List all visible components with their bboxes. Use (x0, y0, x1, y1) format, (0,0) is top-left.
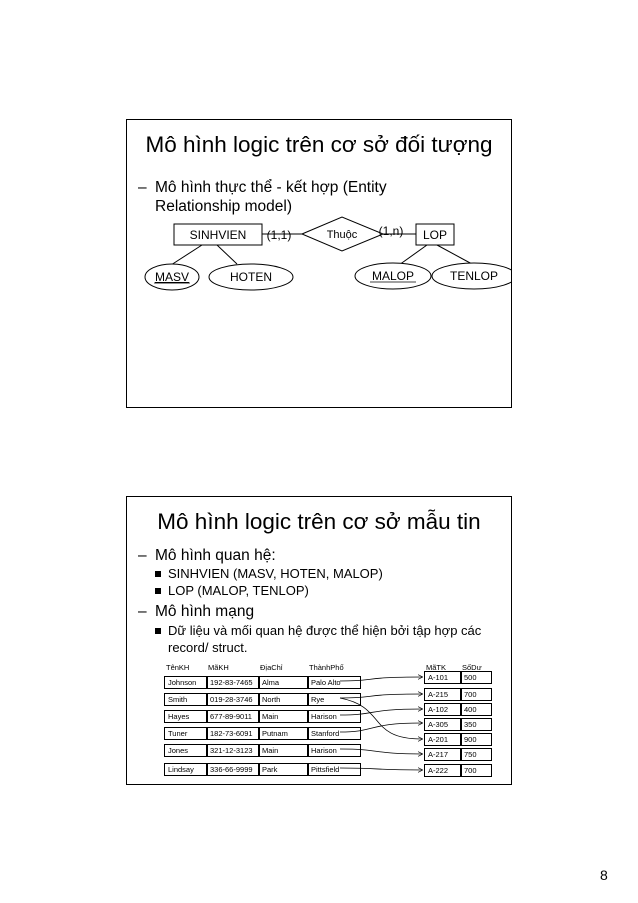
customer-cell-text: Smith (168, 695, 188, 704)
account-cell-text: A-201 (428, 735, 449, 744)
customer-cell (307, 710, 361, 723)
er-line-hoten (217, 245, 237, 264)
account-cell (460, 671, 492, 684)
account-cell-text: A-102 (428, 705, 449, 714)
customer-cell (164, 710, 208, 723)
account-cell (460, 748, 492, 761)
bullet-network: Mô hình mạng (155, 603, 255, 620)
customer-cell (206, 744, 260, 757)
customer-cell-text: Alma (262, 678, 280, 687)
account-cell-text: 750 (464, 750, 477, 759)
customer-cell (206, 676, 260, 689)
customer-cell-text: 019-28-3746 (210, 695, 253, 704)
bullet-dash: – (138, 603, 147, 620)
account-column-header: MãTK (426, 663, 447, 672)
customer-cell-text: Pittsfield (311, 765, 340, 774)
account-cell (460, 718, 492, 731)
customer-cell-text: 677-89-9011 (210, 712, 252, 721)
account-cell-text: 700 (464, 766, 477, 775)
customer-column-header: ĐịaChỉ (260, 663, 283, 672)
customer-column-header: MãKH (208, 663, 229, 672)
customer-cell (258, 693, 309, 706)
account-cell-text: 400 (464, 705, 477, 714)
customer-cell (258, 727, 309, 740)
customer-cell-text: Stanford (311, 729, 340, 738)
account-column-header: SốDư (462, 663, 482, 672)
account-cell (424, 688, 462, 701)
customer-cell (307, 693, 361, 706)
sub-bullet-text: LOP (MALOP, TENLOP) (168, 583, 309, 598)
sub-bullet-text-line1: Dữ liệu và mối quan hệ được thể hiện bởi tập hợp các (168, 623, 482, 638)
sub-bullet-lop (168, 583, 309, 599)
account-cell-text: A-101 (428, 673, 449, 682)
account-cell-text: 350 (464, 720, 477, 729)
customer-cell (307, 676, 361, 689)
customer-cell-text: 182-73-6091 (210, 729, 253, 738)
customer-cell-text: Rye (311, 695, 325, 704)
customer-cell-text: Putnam (262, 729, 288, 738)
account-cell-text: A-217 (428, 750, 449, 759)
relationship-label: Thuộc (326, 229, 358, 241)
sub-bullet-network-desc (168, 623, 481, 639)
sub-bullet-text-line2: record/ struct. (168, 640, 248, 655)
customer-cell (164, 693, 208, 706)
bullet-relational: Mô hình quan hệ: (155, 547, 276, 564)
bullet-dash: – (138, 547, 147, 564)
account-cell-text: 700 (464, 690, 477, 699)
customer-cell-text: Harison (311, 746, 337, 755)
customer-cell (206, 710, 260, 723)
entity-sinhvien-label: SINHVIEN (189, 228, 247, 242)
customer-cell (307, 763, 361, 776)
account-cell (424, 718, 462, 731)
account-cell (424, 671, 462, 684)
customer-cell (206, 727, 260, 740)
account-cell (424, 703, 462, 716)
slide-object-model (126, 119, 512, 408)
attr-malop-label: MALOP (371, 269, 415, 283)
account-cell (460, 764, 492, 777)
customer-cell-text: Hayes (168, 712, 190, 721)
account-cell (424, 764, 462, 777)
account-cell (424, 748, 462, 761)
account-cell (424, 733, 462, 746)
customer-cell (307, 727, 361, 740)
customer-column-header: TênKH (166, 663, 190, 672)
account-cell-text: A-222 (428, 766, 449, 775)
customer-cell-text: Harison (311, 712, 337, 721)
customer-cell (164, 744, 208, 757)
page-number: 8 (600, 867, 608, 883)
sub-bullet-network-desc-cont (168, 640, 247, 656)
customer-cell-text: 192-83-7465 (210, 678, 253, 687)
er-diagram (127, 120, 511, 407)
slide-title: Mô hình logic trên cơ sở đối tượng (145, 132, 493, 157)
customer-cell-text: Park (262, 765, 278, 774)
customer-cell-text: Main (262, 712, 279, 721)
customer-cell (258, 676, 309, 689)
slide-title: Mô hình logic trên cơ sở mẫu tin (157, 509, 481, 534)
account-cell-text: 900 (464, 735, 477, 744)
customer-cell-text: Jones (168, 746, 189, 755)
bullet-dash: – (138, 179, 147, 196)
cardinality-1-1: (1,1) (266, 228, 292, 242)
customer-cell (258, 710, 309, 723)
account-cell (460, 733, 492, 746)
customer-cell (258, 763, 309, 776)
customer-cell-text: Tuner (168, 729, 188, 738)
account-cell-text: 500 (464, 673, 477, 682)
customer-cell (206, 693, 260, 706)
attr-tenlop-label: TENLOP (449, 269, 499, 283)
account-cell-text: A-305 (428, 720, 449, 729)
bullet-text-line1: Mô hình thực thể - kết hợp (Entity (155, 179, 387, 196)
cardinality-1-n: (1,n) (378, 224, 404, 238)
customer-cell-text: North (262, 695, 281, 704)
slide-record-model (126, 496, 512, 785)
customer-column-header: ThànhPhố (309, 663, 344, 672)
customer-cell (307, 744, 361, 757)
account-cell (460, 688, 492, 701)
customer-cell-text: Lindsay (168, 765, 194, 774)
customer-cell-text: Main (262, 746, 279, 755)
bullet-text-line2: Relationship model) (155, 198, 292, 215)
square-bullet-icon (155, 571, 161, 577)
sub-bullet-sinhvien (168, 566, 383, 582)
attr-hoten-label: HOTEN (230, 270, 272, 284)
er-line-tenlop (437, 245, 472, 264)
customer-cell (164, 727, 208, 740)
customer-cell-text: 336-66-9999 (210, 765, 253, 774)
customer-cell-text: 321-12-3123 (210, 746, 253, 755)
er-line-masv (171, 245, 202, 265)
entity-lop-label: LOP (422, 228, 448, 242)
customer-cell (164, 763, 208, 776)
attr-masv-label: MASV (154, 270, 190, 284)
square-bullet-icon (155, 628, 161, 634)
customer-cell (258, 744, 309, 757)
account-cell (460, 703, 492, 716)
account-cell-text: A-215 (428, 690, 449, 699)
customer-cell (206, 763, 260, 776)
er-line-malop (399, 245, 427, 265)
customer-cell-text: Palo Alto (311, 678, 341, 687)
customer-cell-text: Johnson (168, 678, 197, 687)
sub-bullet-text: SINHVIEN (MASV, HOTEN, MALOP) (168, 566, 383, 581)
customer-cell (164, 676, 208, 689)
square-bullet-icon (155, 588, 161, 594)
